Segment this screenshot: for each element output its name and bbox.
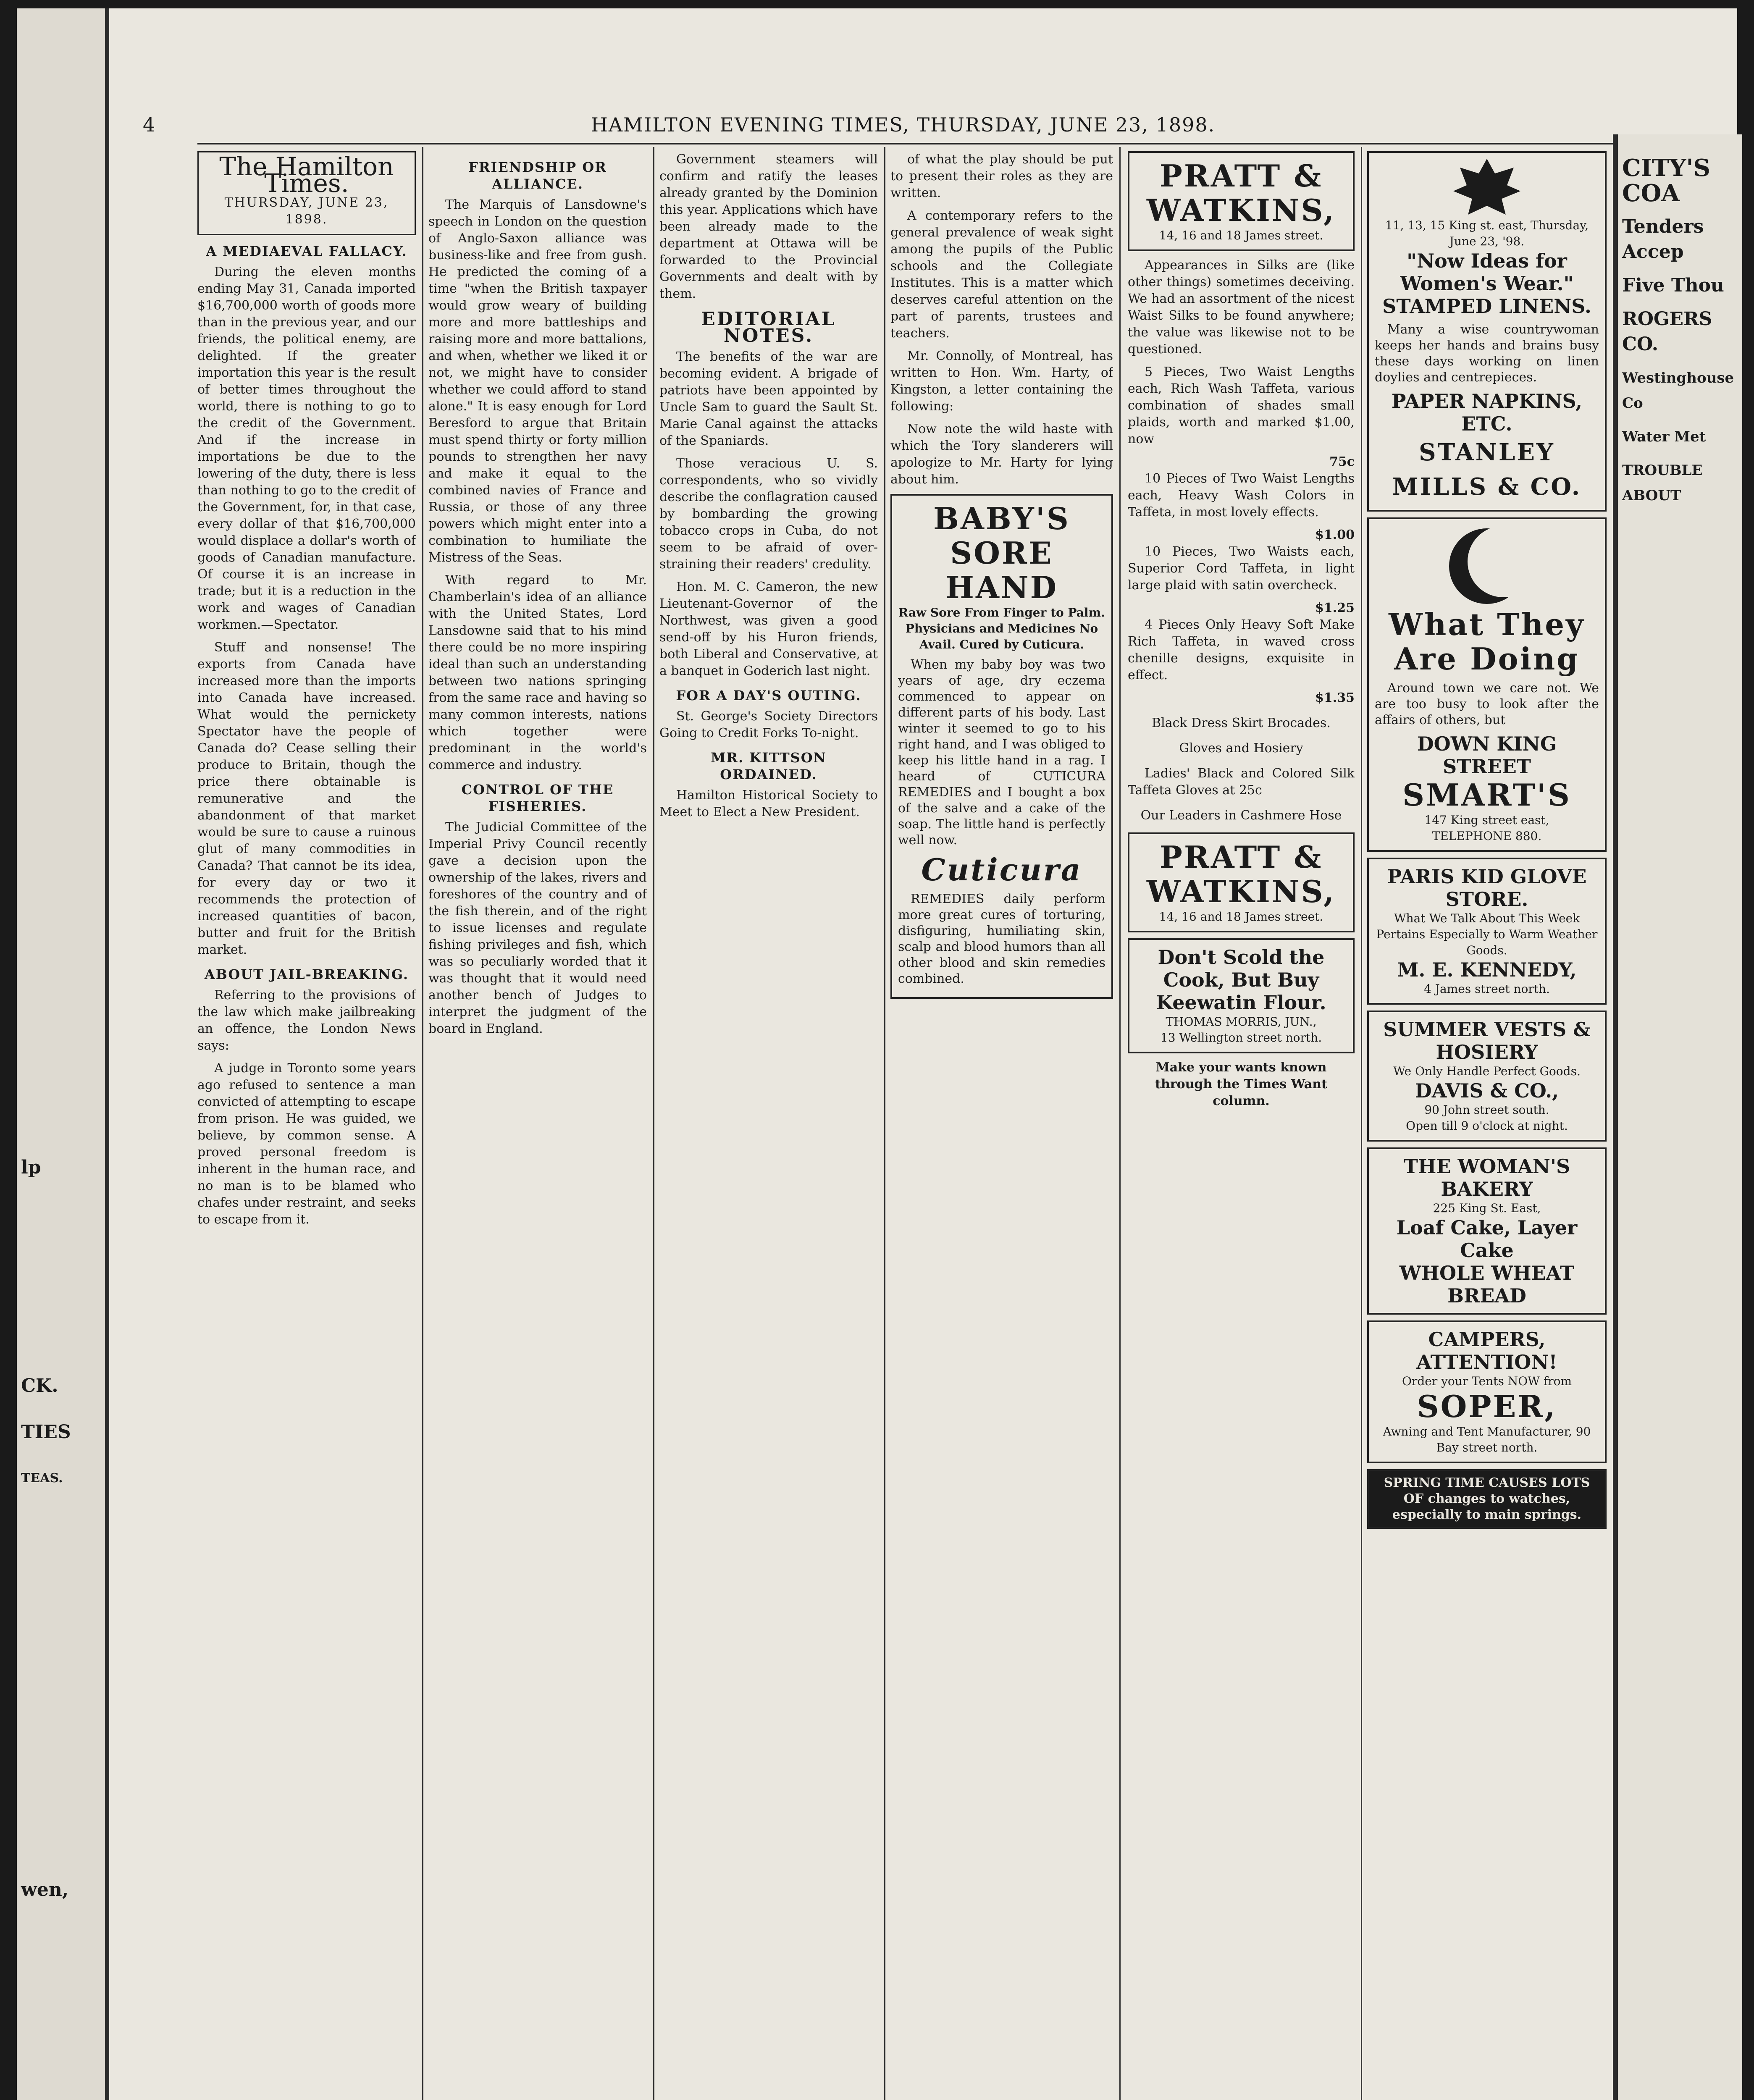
page-number: 4 <box>143 113 156 136</box>
ad-title: BABY'S SORE HAND <box>933 501 1070 605</box>
ad-telephone: TELEPHONE 880. <box>1432 829 1542 843</box>
column-rule <box>422 147 423 2100</box>
ad-address: 13 Wellington street north. <box>1160 1031 1322 1045</box>
ad-heading: Black Dress Skirt Brocades. <box>1152 716 1331 730</box>
article-heading: MR. KITTSON ORDAINED. <box>711 750 827 782</box>
ad-item: 10 Pieces, Two Waists each, Superior Cord Taffeta, in light large plaid with satin overcheck. <box>1128 544 1355 593</box>
keewatin-flour-ad <box>1128 938 1355 1053</box>
smarts-ad <box>1367 517 1607 852</box>
article-paragraph: of what the play should be put to present their roles as they are written. <box>890 152 1113 200</box>
ad-paragraph: Around town we care not. We are too busy to look after the affairs of others, but <box>1375 681 1599 727</box>
masthead <box>197 151 416 235</box>
ad-title: What They Are Doing <box>1389 606 1585 677</box>
ad-title: DAVIS & CO., <box>1415 1079 1559 1102</box>
ad-paragraph: Many a wise countrywoman keeps her hands and brains busy these days working on linen doylies and centrepieces. <box>1375 322 1599 385</box>
ad-seller: THOMAS MORRIS, JUN., <box>1166 1015 1317 1029</box>
column-rule <box>884 147 885 2100</box>
ad-subtitle: Raw Sore From Finger to Palm. Physicians and Medicines No Avail. Cured by Cuticura. <box>898 606 1105 651</box>
ad-store-line: 11, 13, 15 King st. east, Thursday, June 23, '98. <box>1385 218 1589 248</box>
want-column-notice: Make your wants known through the Times Want column. <box>1155 1060 1327 1108</box>
ad-price: $1.35 <box>1315 690 1355 705</box>
article-paragraph: The Judicial Committee of the Imperial Privy Council recently gave a decision upon the ownership of the lakes, rivers and foreshores of the country and of the fish therein, and of the right to issue licenses and regulate fishing privileges and fish, which was so peculiarly worded that it was thought that it would need another bench of Judges to interpret the judgment of the board in England. <box>428 820 647 1036</box>
ad-heading: DOWN KING STREET <box>1417 732 1557 778</box>
article-paragraph: Stuff and nonsense! The exports from Canada have increased more than the imports into Canada have increased. What would the pernickety Spectator have the people of Canada do? Cease selling their produce to Britain, though the price there obtainable is remunerative and the abandonment of that market would be sure to cause a ruinous glut of many commodities in Canada? That cannot be its idea, for every day or two it recommends the protection of increased quantities of bacon, butter and fruit for the British market. <box>197 640 416 957</box>
pratt-watkins-ad-2 <box>1128 832 1355 932</box>
ad-title: SMART'S <box>1402 777 1571 813</box>
ad-price: 75c <box>1329 454 1355 469</box>
article-paragraph: The Marquis of Lansdowne's speech in London on the question of Anglo-Saxon alliance was business-like and free from gush. He predicted the coming of a time "when the British taxpayer would grow weary of building more and more battleships and raising more and more battalions, and when, whether we liked it or not, we might have to consider whether we could afford to stand alone." It is easy enough for Lord Beresford to argue that Britain must spend thirty or forty million pounds to strengthen her navy and make it equal to the combined navies of France and Russia, or those of any three powers which might enter into a combination to humiliate the Mistress of the Seas. <box>428 197 647 565</box>
article-heading: FOR A DAY'S OUTING. <box>676 688 861 704</box>
article-paragraph: Referring to the provisions of the law which make jailbreaking an offence, the London News says: <box>197 988 416 1053</box>
ad-name: SOPER, <box>1417 1389 1557 1424</box>
section-heading: EDITORIAL NOTES. <box>701 308 836 346</box>
pratt-watkins-ad <box>1128 151 1355 251</box>
ad-address: 14, 16 and 18 James street. <box>1159 910 1323 924</box>
ad-subtitle: We Only Handle Perfect Goods. <box>1393 1064 1581 1078</box>
article-paragraph: During the eleven months ending May 31, Canada imported $16,700,000 worth of goods more than in the previous year, and our friends, the political enemy, are delighted. If the greater importation this year is the result of better times throughout the world, there is nothing to go to the credit of the Government. And if the increase in importations be due to the lowering of the duty, there is less than nothing to go to the credit of the Government, for, in that case, every dollar of that $16,700,000 would displace a dollar's worth of goods of Canadian manufacture. Of course it is an increase in trade; but it is a reduction in the work and wages of Canadian workmen.—Spectator. <box>197 265 416 632</box>
page-header <box>143 113 1613 136</box>
article-paragraph: A contemporary refers to the general prevalence of weak sight among the pupils of the Public schools and the Collegiate Institutes. This is a matter which deserves careful attention on the part of parents, trustees and teachers. <box>890 208 1113 341</box>
masthead-date: THURSDAY, JUNE 23, 1898. <box>224 195 389 227</box>
ad-title: PRATT & WATKINS, <box>1146 158 1336 228</box>
article-paragraph: Those veracious U. S. correspondents, who so vividly describe the conflagration caused by bombarding the growing tobacco crops in Cuba, do not seem to be afraid of over-straining their readers' credulity. <box>659 456 878 572</box>
left-fragment-line: TEAS. <box>21 1471 63 1486</box>
ad-heading: Gloves and Hosiery <box>1179 741 1303 756</box>
ad-heading: WHOLE WHEAT BREAD <box>1399 1262 1575 1307</box>
ad-paragraph: Appearances in Silks are (like other things) sometimes deceiving. We had an assortment of the nicest Waist Silks to be found anywhere; the value was likewise not to be questioned. <box>1128 258 1355 357</box>
ad-address: 90 John street south. <box>1424 1103 1549 1117</box>
ad-item: 4 Pieces Only Heavy Soft Make Rich Taffeta, in waved cross chenille designs, exquisite in effect. <box>1128 617 1355 682</box>
ad-address: 225 King St. East, <box>1433 1201 1541 1215</box>
ad-address: 147 King street east, <box>1424 813 1549 827</box>
article-subheading: St. George's Society Directors Going to Credit Forks To-night. <box>659 709 878 740</box>
column-1 <box>197 151 416 2100</box>
womans-bakery-ad <box>1367 1147 1607 1315</box>
ad-address: Awning and Tent Manufacturer, 90 Bay street north. <box>1383 1425 1591 1454</box>
cuticura-logo: Cuticura <box>921 852 1082 887</box>
article-heading: ABOUT JAIL-BREAKING. <box>204 966 409 982</box>
ad-title: M. E. KENNEDY, <box>1397 958 1577 981</box>
column-5 <box>1128 151 1355 2100</box>
ad-title: Don't Scold the Cook, But Buy Keewatin Flour. <box>1156 946 1326 1014</box>
ad-title: PARIS KID GLOVE STORE. <box>1387 865 1587 911</box>
paris-kid-glove-ad <box>1367 858 1607 1005</box>
ad-address: 14, 16 and 18 James street. <box>1159 228 1323 242</box>
column-3 <box>659 151 878 2100</box>
article-heading: CONTROL OF THE FISHERIES. <box>461 782 614 814</box>
ad-title: STANLEY MILLS & CO. <box>1392 438 1582 501</box>
ad-heading: STAMPED LINENS. <box>1382 295 1591 318</box>
article-paragraph: With regard to Mr. Chamberlain's idea of an alliance with the United States, Lord Lansdowne said that to his mind there could be no more inspiring ideal than such an understanding between two nations springing from the same race and having so many common interests, nations which together were predominant in the world's commerce and industry. <box>428 573 647 772</box>
ad-body: When my baby boy was two years of age, dry eczema commenced to appear on different parts of his body. Last winter it seemed to go to his right hand, and I was obliged to keep his little hand in a rag. I heard of CUTICURA REMEDIES and I bought a box of the salve and a cake of the soap. The little hand is perfectly well now. <box>898 657 1105 848</box>
right-fragment-line: CITY'S COA <box>1622 154 1710 207</box>
right-page-fragment <box>1613 134 1742 2100</box>
right-fragment-line: TROUBLE ABOUT <box>1622 462 1703 504</box>
article-subheading: Hamilton Historical Society to Meet to Elect a New President. <box>659 788 878 819</box>
ad-price: $1.00 <box>1315 528 1355 542</box>
ad-heading: PAPER NAPKINS, ETC. <box>1391 390 1583 435</box>
page-header-text: HAMILTON EVENING TIMES, THURSDAY, JUNE 23, 1898. <box>591 113 1216 136</box>
header-rule <box>197 143 1613 144</box>
soper-ad <box>1367 1320 1607 1463</box>
left-fragment-line: lp <box>21 1157 41 1178</box>
ad-item: Ladies' Black and Colored Silk Taffeta Gloves at 25c <box>1128 766 1355 798</box>
ad-body: REMEDIES daily perform more great cures of torturing, disfiguring, humiliating skin, scalp and blood humors than all other blood and skin remedies combined. <box>898 892 1105 986</box>
column-rule <box>1119 147 1121 2100</box>
left-fragment-line: CK. <box>21 1375 58 1396</box>
article-paragraph: The benefits of the war are becoming evident. A brigade of patriots have been appointed by Uncle Sam to guard the Sault St. Marie Canal against the attacks of the Spaniards. <box>659 349 878 448</box>
column-4 <box>890 151 1113 2100</box>
article-paragraph: Hon. M. C. Cameron, the new Lieutenant-Governor of the Northwest, was given a good send-off by his Huron friends, both Liberal and Conservative, at a banquet in Goderich last night. <box>659 580 878 678</box>
left-page-fragment <box>17 8 109 2100</box>
ad-title: SUMMER VESTS & HOSIERY <box>1383 1018 1591 1063</box>
article-heading: FRIENDSHIP OR ALLIANCE. <box>468 159 607 192</box>
davis-co-ad <box>1367 1011 1607 1142</box>
column-6 <box>1367 151 1607 2100</box>
article-paragraph: Now note the wild haste with which the Tory slanderers will apologize to Mr. Harty for lying about him. <box>890 422 1113 487</box>
right-fragment-line: Five Thou <box>1622 275 1724 296</box>
maple-leaf-icon <box>1453 159 1520 218</box>
ad-item: 10 Pieces of Two Waist Lengths each, Heavy Wash Colors in Taffeta, in most lovely effects. <box>1128 471 1355 520</box>
left-fragment-line: wen, <box>21 1879 69 1900</box>
masthead-title: The Hamilton Times. <box>219 152 394 198</box>
ad-item: 5 Pieces, Two Waist Lengths each, Rich Wash Taffeta, various combination of shades small plaids, worth and marked $1.00, now <box>1128 365 1355 446</box>
cuticura-ad <box>890 494 1113 999</box>
article-heading: A MEDIAEVAL FALLACY. <box>206 243 407 259</box>
ad-heading: Our Leaders in Cashmere Hose <box>1140 808 1342 823</box>
ad-address: 4 James street north. <box>1424 982 1550 996</box>
column-2 <box>428 151 647 2100</box>
article-paragraph: Mr. Connolly, of Montreal, has written to Hon. Wm. Harty, of Kingston, a letter containing the following: <box>890 349 1113 414</box>
ad-hours: Open till 9 o'clock at night. <box>1406 1119 1568 1133</box>
left-fragment-line: TIES <box>21 1421 71 1443</box>
column-rule <box>653 147 654 2100</box>
ad-title: "Now Ideas for Women's Wear." <box>1400 249 1574 295</box>
right-fragment-line: Water Met <box>1622 428 1706 445</box>
right-fragment-line: Westinghouse Co <box>1622 370 1734 412</box>
ad-subtitle: Order your Tents NOW from <box>1402 1374 1572 1388</box>
ad-title: PRATT & WATKINS, <box>1146 839 1336 909</box>
article-paragraph: Government steamers will confirm and ratify the leases already granted by the Dominion this year. Applications which have been already made to the department at Ottawa will be forwarded to the Provincial Governments and dealt with by them. <box>659 152 878 301</box>
ad-subtitle: What We Talk About This Week Pertains Especially to Warm Weather Goods. <box>1376 911 1598 957</box>
ad-price: $1.25 <box>1315 601 1355 615</box>
article-paragraph: A judge in Toronto some years ago refused to sentence a man convicted of attempting to escape from prison. He was guided, we believe, by common sense. A proved personal freedom is inherent in the human race, and no man is to be blamed who chafes under restraint, and seeks to escape from it. <box>197 1061 416 1227</box>
ad-title: THE WOMAN'S BAKERY <box>1403 1155 1570 1200</box>
ad-title: CAMPERS, ATTENTION! <box>1416 1328 1557 1373</box>
right-fragment-line: Tenders Accep <box>1622 216 1704 262</box>
watch-repair-ad: SPRING TIME CAUSES LOTS OF changes to watches, especially to main springs. <box>1367 1469 1607 1529</box>
newspaper-scan <box>17 8 1737 2100</box>
crescent-moon-icon <box>1449 528 1525 604</box>
column-rule <box>1361 147 1362 2100</box>
right-fragment-line: ROGERS CO. <box>1622 308 1712 355</box>
ad-heading: Loaf Cake, Layer Cake <box>1396 1216 1578 1262</box>
stanley-mills-ad <box>1367 151 1607 512</box>
